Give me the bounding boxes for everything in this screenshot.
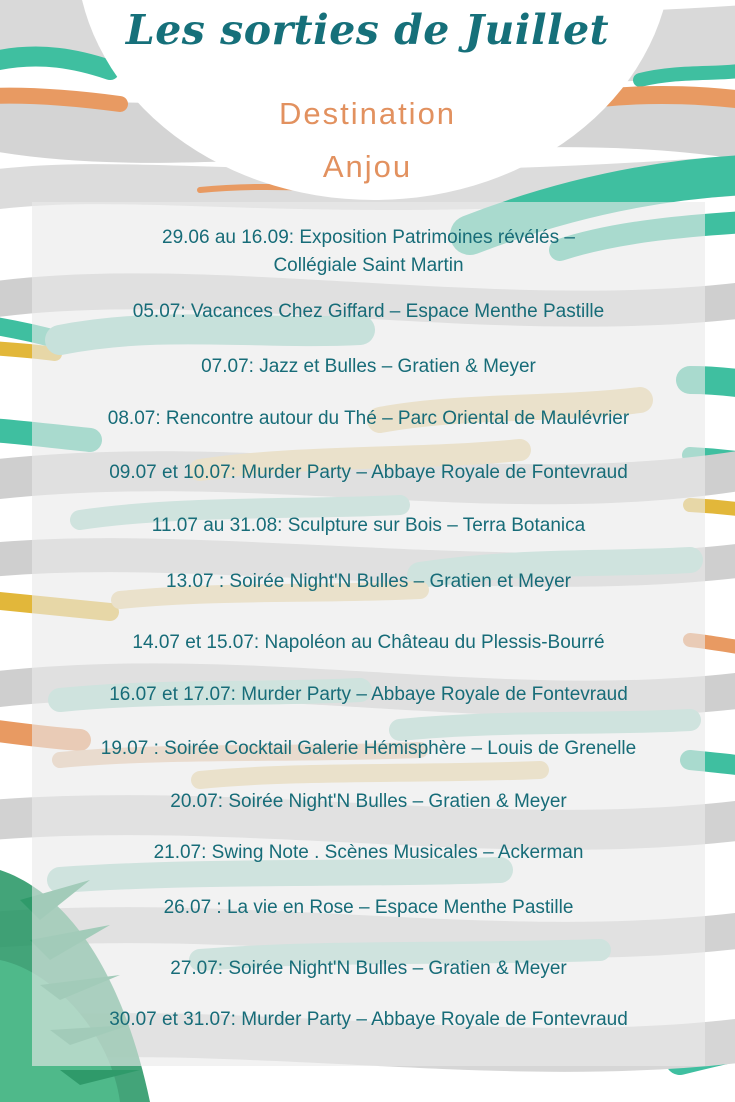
event-item: 21.07: Swing Note . Scènes Musicales – Ackerman [153,842,584,863]
event-item: 27.07: Soirée Night'N Bulles – Gratien & Meyer [170,958,567,979]
event-text: 29.06 au 16.09: Exposition Patrimoines révélés – [162,227,575,248]
subtitle-line-1: Destination [278,96,457,131]
page-title: Les sorties de Juillet [125,6,610,54]
event-item: 20.07: Soirée Night'N Bulles – Gratien & Meyer [170,791,567,812]
subtitle-line-2: Anjou [322,149,413,184]
event-item: 13.07 : Soirée Night'N Bulles – Gratien et Meyer [166,571,571,592]
event-item: 30.07 et 31.07: Murder Party – Abbaye Royale de Fontevraud [109,1009,628,1030]
event-item: 05.07: Vacances Chez Giffard – Espace Menthe Pastille [132,301,605,322]
event-item: 11.07 au 31.08: Sculpture sur Bois – Terra Botanica [151,515,586,536]
event-item [32,224,705,280]
event-item: 08.07: Rencontre autour du Thé – Parc Oriental de Maulévrier [107,408,630,429]
event-item: 26.07 : La vie en Rose – Espace Menthe Pastille [163,897,574,918]
event-text-continued: Collégiale Saint Martin [273,255,464,276]
event-item: 19.07 : Soirée Cocktail Galerie Hémisphère – Louis de Grenelle [100,738,637,759]
event-item: 14.07 et 15.07: Napoléon au Château du Plessis-Bourré [132,632,605,653]
event-item: 16.07 et 17.07: Murder Party – Abbaye Royale de Fontevraud [109,684,628,705]
event-item: 09.07 et 10.07: Murder Party – Abbaye Royale de Fontevraud [109,462,628,483]
event-item: 07.07: Jazz et Bulles – Gratien & Meyer [201,356,536,377]
subtitle [0,87,735,193]
